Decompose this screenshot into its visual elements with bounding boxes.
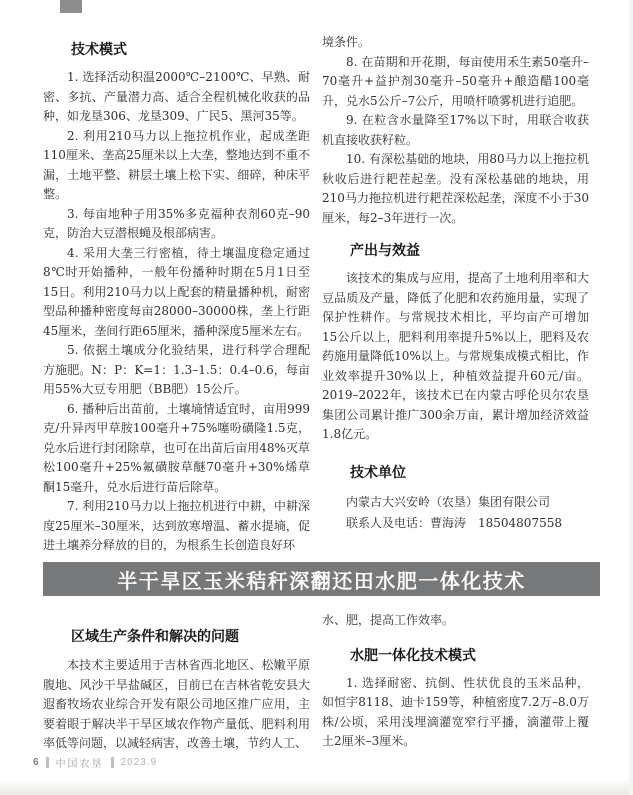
page-bottom-edge	[0, 780, 633, 795]
tech-mode-heading: 技术模式	[71, 41, 127, 57]
footer-divider-icon	[46, 757, 49, 768]
footer-divider-icon	[111, 757, 114, 768]
issue-date: 2023.9	[120, 757, 158, 768]
tech-mode-paragraph-5: 5. 依据土壤成分化验结果，进行科学合理配方施肥。N：P：K=1：1.3–1.5：0.4–0.6，每亩用55%大豆专用肥（BB肥）15公斤。	[43, 343, 310, 396]
region-conditions-paragraph: 本技术主要适用于吉林省西北地区、松嫩平原腹地、风沙干旱盐碱区，目前已在吉林省乾安县大遐畜牧场农业综合开发有限公司地区推广应用，主要着眼于解决半干旱区域农作物产量低、肥料利用率低等问题，以减轻病害，改善土壤，节约人工、	[43, 658, 310, 750]
tech-unit-contact: 联系人及电话：曹海涛 18504807558	[346, 515, 562, 530]
journal-name: 中国农垦	[55, 759, 104, 770]
tech-mode-paragraph-10: 10. 有深松基础的地块，用80马力以上拖拉机秋收后进行耙茬起垄。没有深松基础的地块，用210马力拖拉机进行耙茬深松起垄，深度不小于30厘米，每2–3年进行一次。	[322, 152, 589, 225]
tech-mode-paragraph-4: 4. 采用大垄三行密植，待土壤温度稳定通过8℃时开始播种，一般年份播种时期在5月1日至15日。利用210马力以上配套的精量播种机，耐密型品种播种密度每亩28000–30000株，垄上行距45厘米，垄间行距65厘米，播种深度5厘米左右。	[43, 245, 310, 338]
water-fertilizer-mode-paragraph: 1. 选择耐密、抗倒、性状优良的玉米品种，如恒宇8118、迪卡159等，种植密度7.2万–8.0万株/公顷，采用浅埋滴灌宽窄行平播，滴灌带上覆土2厘米–3厘米。	[322, 675, 589, 748]
article-title-banner	[43, 562, 600, 596]
page-footer	[33, 755, 157, 770]
tech-mode-paragraph-9: 9. 在粒含水量降至17%以下时，用联合收获机直接收获籽粒。	[322, 113, 589, 147]
tech-unit-heading: 技术单位	[350, 463, 406, 480]
soybean-article-section	[43, 33, 590, 556]
tech-mode-paragraph-1: 1. 选择活动积温2000℃–2100℃、早熟、耐密、多抗、产量潜力高、适合全程机械化收获的品种，如龙垦306、龙垦309、广民5、黑河35等。	[43, 70, 310, 123]
region-paragraph-continuation: 水、肥，提高工作效率。	[322, 613, 455, 627]
article-title: 半干旱区玉米秸秆深翻还田水肥一体化技术	[117, 570, 526, 593]
tech-unit-company: 内蒙古大兴安岭（农垦）集团有限公司	[346, 494, 551, 509]
water-fertilizer-mode-heading: 水肥一体化技术模式	[350, 646, 476, 663]
soybean-left-column	[43, 33, 310, 556]
corn-left-column	[43, 611, 310, 754]
soybean-right-column	[322, 33, 589, 556]
page-corner-decoration	[60, 0, 82, 13]
page-right-edge	[629, 0, 633, 795]
corn-article-section	[43, 611, 590, 754]
tech-mode-paragraph-3: 3. 每亩地种子用35%多克福种衣剂60克–90克，防治大豆潜根蝇及根部病害。	[43, 206, 310, 240]
region-conditions-heading: 区域生产条件和解决的问题	[71, 628, 239, 644]
corn-right-column	[322, 611, 589, 754]
tech-mode-paragraph-8: 8. 在苗期和开花期，每亩使用禾生素50毫升–70毫升+益护剂30毫升–50毫升+酿造醋100毫升，兑水5公斤–7公斤，用喷杆喷雾机进行追肥。	[322, 54, 589, 108]
tech-mode-paragraph-7-continuation: 境条件。	[322, 35, 371, 49]
tech-mode-paragraph-2: 2. 利用210马力以上拖拉机作业，起成垄距110厘米、垄高25厘米以上大垄，整地达到不重不漏，土地平整、耕层土壤上松下实、细碎，种床平整。	[43, 128, 310, 201]
output-benefit-paragraph: 该技术的集成与应用，提高了土地利用率和大豆品质及产量，降低了化肥和农药施用量，实现了保护性耕作。与常规技术相比，平均亩产可增加15公斤以上，肥料利用率提升5%以上，肥料及农药施用量降低10%以上。与常规集成模式相比，作业效率提升30%以上，种植效益提升60元/亩。2019–2022年，该技术已在内蒙古呼伦贝尔农垦集团公司累计推广300余万亩，累计增加经济效益1.8亿元。	[322, 271, 589, 441]
tech-mode-paragraph-7: 7. 利用210马力以上拖拉机进行中耕，中耕深度25厘米–30厘米，达到放寒增温、蓄水提墒，促进土壤养分释放的目的，为根系生长创造良好环	[43, 499, 310, 552]
tech-mode-paragraph-6: 6. 播种后出苗前，土壤墒情适宜时，亩用999克/升异丙甲草胺100毫升+75%噻吩磺隆1.5克，兑水后进行封闭除草，也可在出苗后亩用48%灭草松100毫升+25%氟磺胺草醚70毫升+30%烯草酮15毫升，兑水后进行苗后除草。	[43, 401, 310, 494]
output-benefit-heading: 产出与效益	[350, 242, 420, 258]
page-number: 6	[33, 757, 39, 768]
